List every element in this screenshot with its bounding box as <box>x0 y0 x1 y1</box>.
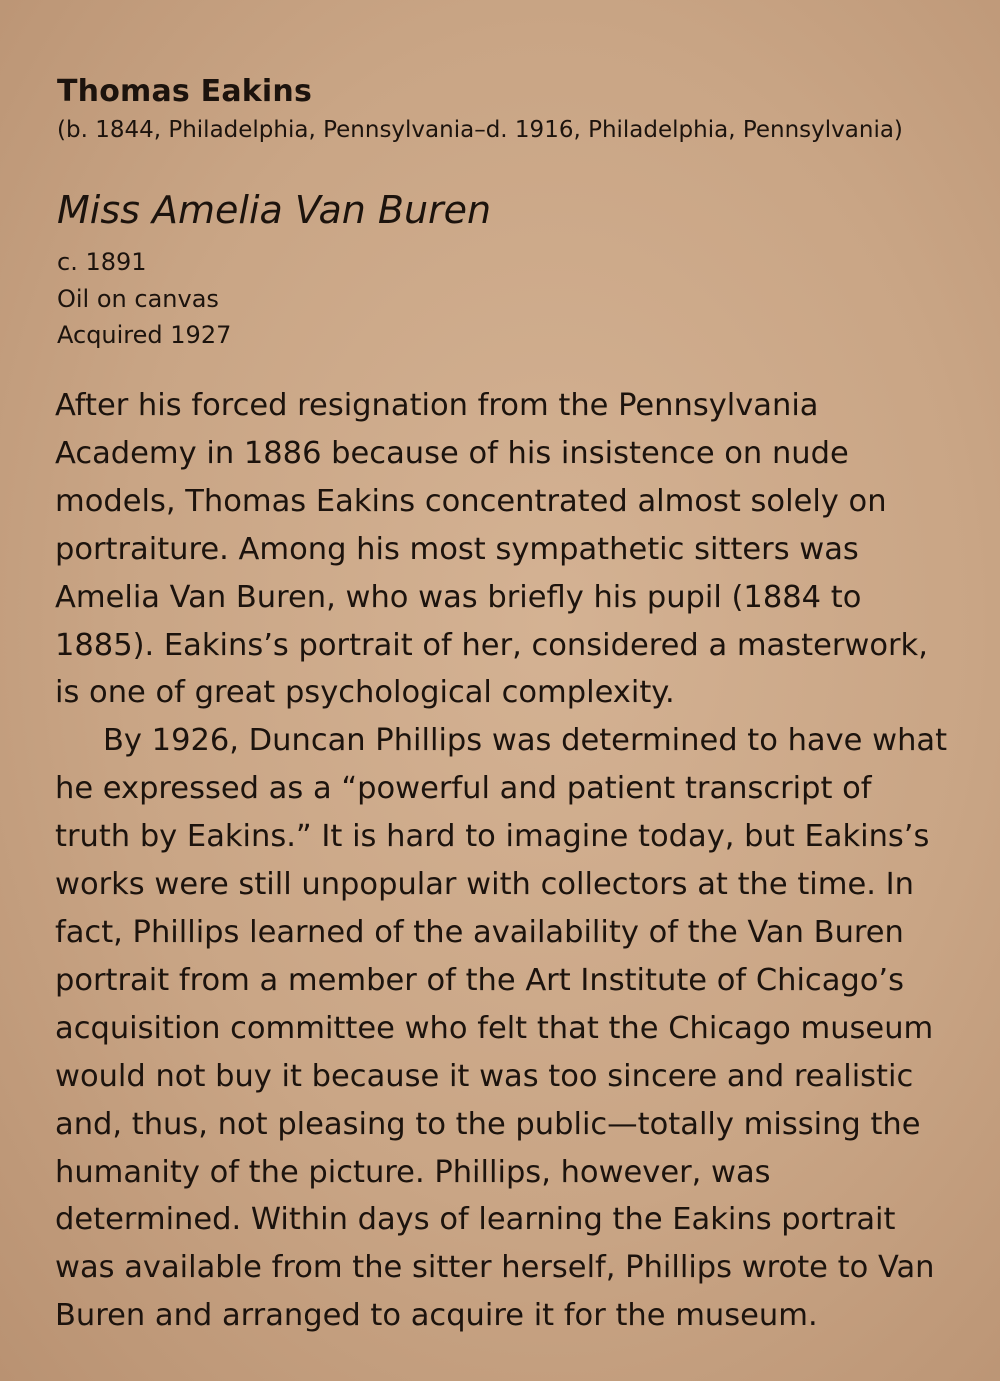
paragraph-1: After his forced resignation from the Pennsylvania Academy in 1886 because of his insistence on nude models, Thomas Eakins concentrated almost solely on portraiture. Among his most sympathetic sitters was Amelia Van Buren, who was briefly his pupil (1884 to 1885). Eakins’s portrait of her, considered a masterwork, is one of great psychological complexity. <box>55 388 928 711</box>
label-body-text <box>55 382 955 1340</box>
paragraph-2: By 1926, Duncan Phillips was determined to have what he expressed as a “powerful and patient transcript of truth by Eakins.” It is hard to imagine today, but Eakins’s works were still unpopular with collectors at the time. In fact, Phillips learned of the availability of the Van Buren portrait from a member of the Art Institute of Chicago’s acquisition committee who felt that the Chicago museum would not buy it because it was too sincere and realistic and, thus, not pleasing to the public—totally missing the humanity of the picture. Phillips, however, was determined. Within days of learning the Eakins portrait was available from the sitter herself, Phillips wrote to Van Buren and arranged to acquire it for the museum. <box>55 723 948 1334</box>
work-title: Miss Amelia Van Buren <box>57 188 492 232</box>
work-medium: Oil on canvas <box>57 285 219 313</box>
artist-name: Thomas Eakins <box>57 74 313 109</box>
artist-dates: (b. 1844, Philadelphia, Pennsylvania–d. 1916, Philadelphia, Pennsylvania) <box>57 117 903 143</box>
work-acquired: Acquired 1927 <box>57 321 232 349</box>
work-date: c. 1891 <box>57 248 147 276</box>
